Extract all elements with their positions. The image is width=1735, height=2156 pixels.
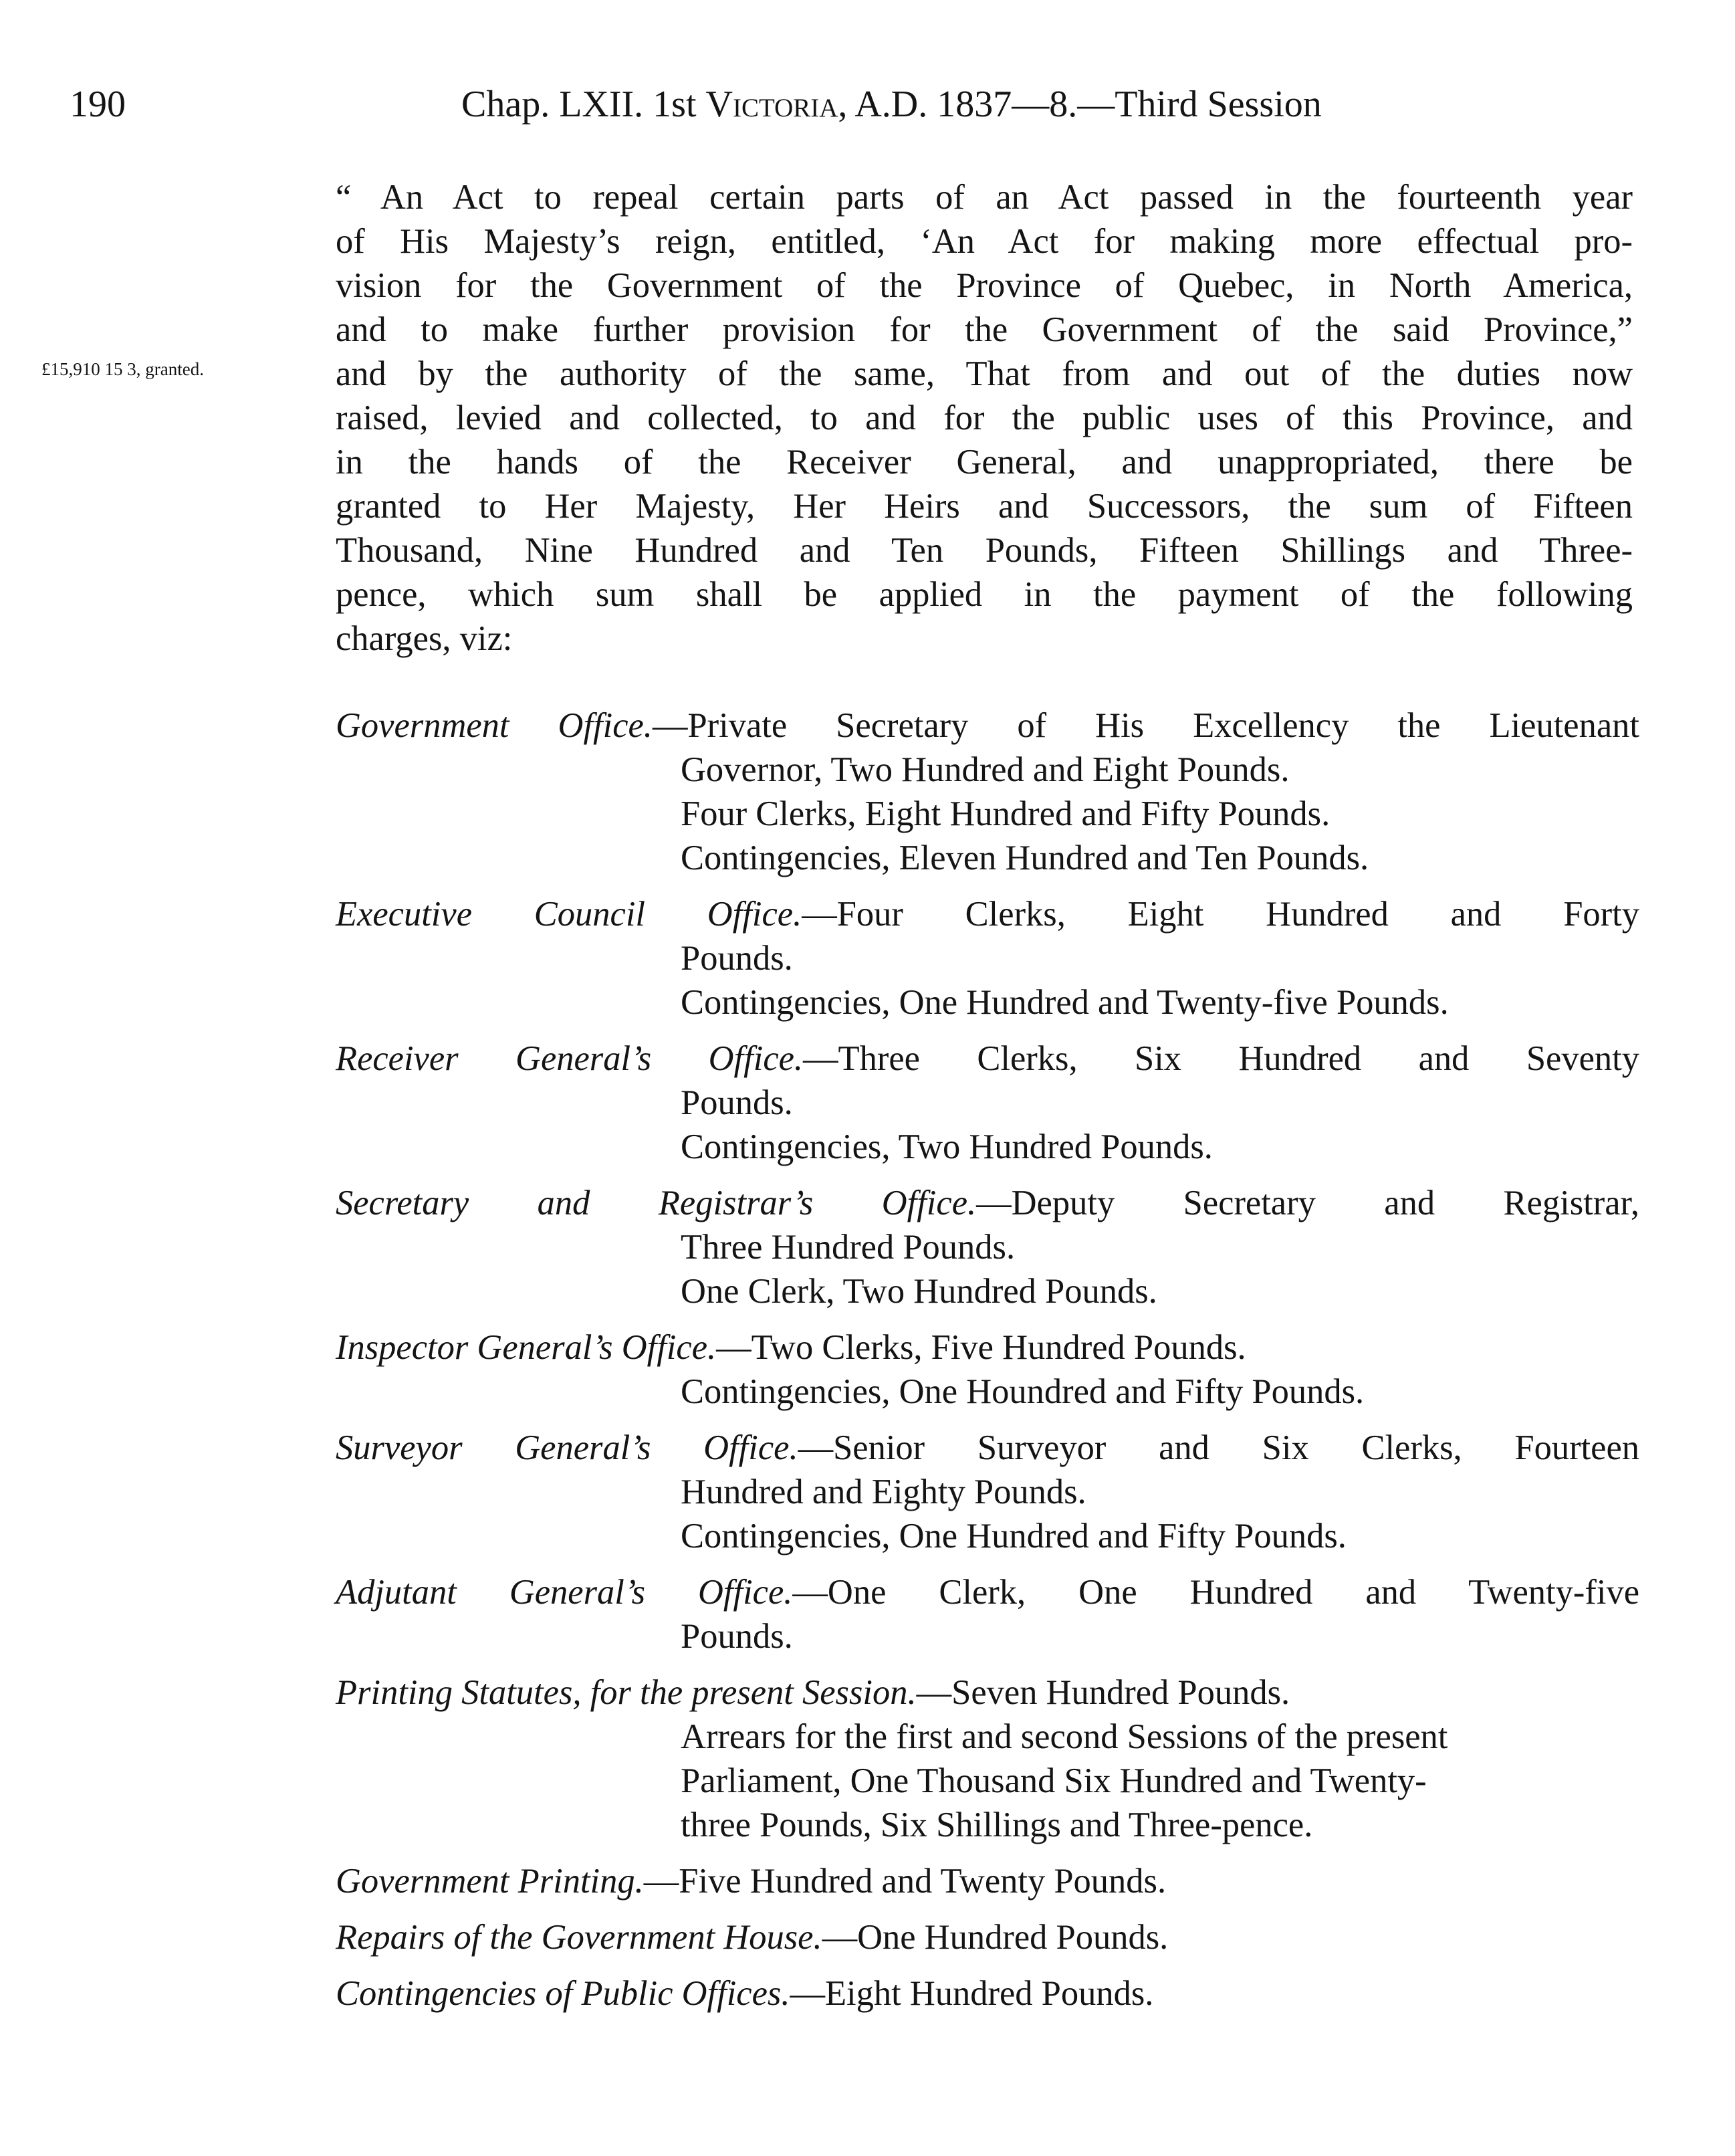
entry-line: Four Clerks, Eight Hundred and Fifty Pounds. xyxy=(681,794,1331,833)
entry-line: Contingencies, Eleven Hundred and Ten Pounds. xyxy=(681,839,1369,877)
entry-line: Pounds. xyxy=(681,1083,793,1122)
entry-line: Hundred and Eighty Pounds. xyxy=(681,1473,1086,1511)
margin-note: £15,910 15 3, granted. xyxy=(41,359,204,379)
intro-line: raised, levied and collected, to and for the public uses of this Province, and xyxy=(336,399,1633,437)
entry-title: Secretary and Registrar’s Office. xyxy=(336,1184,977,1222)
entry-line: Contingencies, One Houndred and Fifty Pounds. xyxy=(681,1372,1365,1411)
entry-title: Executive Council Office. xyxy=(336,895,802,934)
entry-title: Government Office. xyxy=(336,706,653,745)
reign-name: Victoria xyxy=(705,84,838,125)
entry-heading xyxy=(336,1915,1639,1959)
entry-title: Adjutant General’s Office. xyxy=(336,1573,793,1612)
intro-line: charges, viz: xyxy=(336,619,513,658)
entry-text: —Deputy Secretary and Registrar, xyxy=(976,1184,1640,1222)
entry-text: —Seven Hundred Pounds. xyxy=(916,1673,1290,1712)
intro-line: “ An Act to repeal certain parts of an Act passed in the fourteenth year xyxy=(336,178,1633,217)
charge-entry xyxy=(336,1037,1639,1169)
entry-line: Contingencies, One Hundred and Twenty-five Pounds. xyxy=(681,983,1449,1022)
entry-title: Contingencies of Public Offices. xyxy=(336,1974,790,2013)
entry-title: Surveyor General’s Office. xyxy=(336,1428,798,1467)
intro-paragraph xyxy=(336,175,1633,661)
entry-title: Repairs of the Government House. xyxy=(336,1918,822,1957)
entry-line: Governor, Two Hundred and Eight Pounds. xyxy=(681,750,1290,789)
entry-line: Pounds. xyxy=(681,1617,793,1656)
charge-entry xyxy=(336,1570,1639,1658)
entry-text: —One Hundred Pounds. xyxy=(822,1918,1169,1957)
intro-line: pence, which sum shall be applied in the payment of the following xyxy=(336,575,1633,614)
reign-prefix: 1st xyxy=(653,84,697,125)
entry-heading xyxy=(336,1426,1639,1470)
entry-text: —One Clerk, One Hundred and Twenty-five xyxy=(792,1573,1639,1612)
entry-line: One Clerk, Two Hundred Pounds. xyxy=(681,1272,1157,1311)
intro-line: Thousand, Nine Hundred and Ten Pounds, Fifteen Shillings and Three- xyxy=(336,531,1633,570)
charge-entry xyxy=(336,1670,1639,1847)
entry-text: —Senior Surveyor and Six Clerks, Fourteen xyxy=(798,1428,1639,1467)
entry-line: Contingencies, Two Hundred Pounds. xyxy=(681,1127,1213,1166)
entry-heading xyxy=(336,1570,1639,1614)
page-number: 190 xyxy=(70,84,126,125)
intro-line: of His Majesty’s reign, entitled, ‘An Act for making more effectual pro- xyxy=(336,222,1633,261)
charge-entry xyxy=(336,1325,1639,1414)
entry-title: Printing Statutes, for the present Session. xyxy=(336,1673,917,1712)
entry-title: Inspector General’s Office. xyxy=(336,1328,717,1367)
charge-entry xyxy=(336,1915,1639,1959)
entry-heading xyxy=(336,1181,1639,1225)
entry-title: Government Printing. xyxy=(336,1862,644,1901)
entry-line: three Pounds, Six Shillings and Three-pence. xyxy=(681,1806,1313,1844)
intro-line: and by the authority of the same, That from and out of the duties now xyxy=(336,354,1633,393)
entry-text: —Five Hundred and Twenty Pounds. xyxy=(643,1862,1167,1901)
entry-heading xyxy=(336,1971,1639,2016)
date-session: A.D. 1837—8.—Third Session xyxy=(854,84,1322,125)
entry-line: Parliament, One Thousand Six Hundred and Twenty- xyxy=(681,1761,1427,1800)
intro-line: granted to Her Majesty, Her Heirs and Successors, the sum of Fifteen xyxy=(336,487,1633,526)
entry-text: —Four Clerks, Eight Hundred and Forty xyxy=(802,895,1639,934)
entry-text: —Private Secretary of His Excellency the Lieutenant xyxy=(652,706,1639,745)
charge-entry xyxy=(336,1971,1639,2016)
charge-entry xyxy=(336,892,1639,1025)
entry-text: —Three Clerks, Six Hundred and Seventy xyxy=(803,1039,1639,1078)
chapter-number: Chap. LXII. xyxy=(461,84,644,125)
entry-line: Contingencies, One Hundred and Fifty Pounds. xyxy=(681,1517,1347,1555)
intro-line: vision for the Government of the Province of Quebec, in North America, xyxy=(336,266,1633,305)
entry-heading xyxy=(336,892,1639,936)
entry-heading xyxy=(336,704,1639,748)
entry-heading xyxy=(336,1859,1639,1903)
entry-text: —Eight Hundred Pounds. xyxy=(790,1974,1154,2013)
entry-heading xyxy=(336,1037,1639,1081)
running-head: Chap. LXII. 1st Victoria, A.D. 1837—8.—Third Session xyxy=(461,84,1322,125)
charge-entry xyxy=(336,1181,1639,1313)
charges-list xyxy=(336,704,1639,2028)
charge-entry xyxy=(336,1426,1639,1558)
charge-entry xyxy=(336,1859,1639,1903)
entry-heading xyxy=(336,1325,1639,1370)
entry-heading xyxy=(336,1670,1639,1715)
intro-line: in the hands of the Receiver General, and unappropriated, there be xyxy=(336,443,1633,481)
charge-entry xyxy=(336,704,1639,880)
entry-line: Pounds. xyxy=(681,939,793,978)
intro-line: and to make further provision for the Government of the said Province,” xyxy=(336,310,1633,349)
entry-text: —Two Clerks, Five Hundred Pounds. xyxy=(716,1328,1246,1367)
entry-line: Arrears for the first and second Sessions of the present xyxy=(681,1717,1448,1756)
entry-line: Three Hundred Pounds. xyxy=(681,1228,1016,1267)
entry-title: Receiver General’s Office. xyxy=(336,1039,804,1078)
